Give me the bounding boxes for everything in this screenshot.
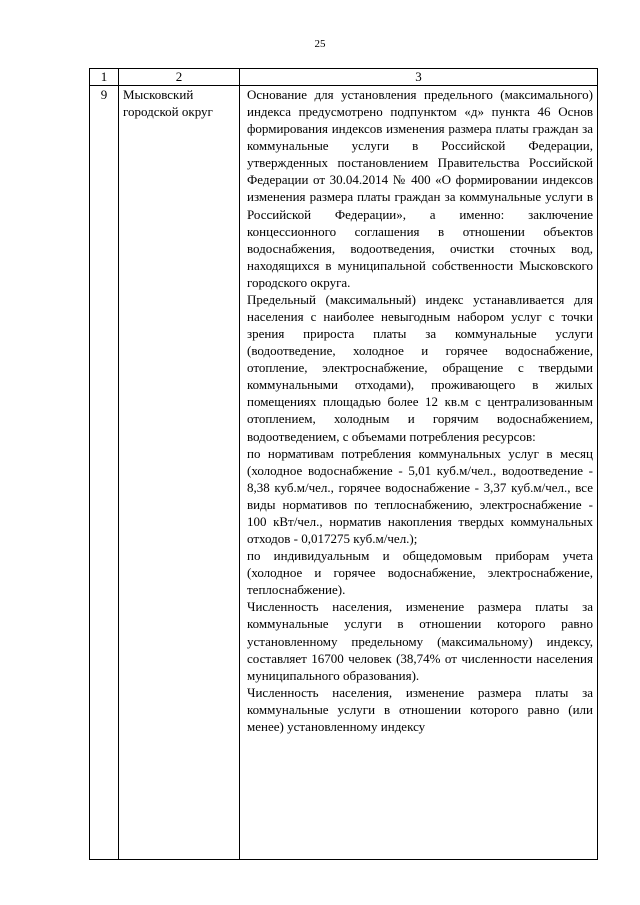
header-col-1: 1 bbox=[90, 69, 119, 86]
table-row bbox=[90, 86, 598, 860]
paragraph-meters: по индивидуальным и общедомовым приборам учета (холодное и горячее водоснабжение, электроснабжение, теплоснабжение). bbox=[247, 548, 593, 598]
page-number: 25 bbox=[314, 38, 326, 50]
table-header-row bbox=[90, 69, 598, 86]
paragraph-norms: по нормативам потребления коммунальных услуг в месяц (холодное водоснабжение - 5,01 куб.м/чел., водоотведение - 8,38 куб.м/чел., горячее водоснабжение - 3,37 куб.м/чел., все виды нормативов по теплоснабжению, электроснабжение - 100 кВт/чел., норматив накопления твердых коммунальных отходов - 0,017275 куб.м/чел.); bbox=[247, 445, 593, 547]
paragraph-population-set: Предельный (максимальный) индекс устанавливается для населения с наиболее невыгодным набором услуг с точки зрения прироста платы за коммунальные услуги (водоотведение, холодное и горячее водоснабжение, отопление, электроснабжение, обращение с твердыми коммунальными отходами), проживающего в жилых помещениях площадью более 12 кв.м с централизованным отоплением, холодным и горячим водоснабжением, водоотведением, с объемами потребления ресурсов: bbox=[247, 291, 593, 444]
district-name: Мысковский городской округ bbox=[119, 86, 240, 860]
index-table bbox=[89, 68, 598, 860]
paragraph-population-count: Численность населения, изменение размера платы за коммунальные услуги в отношении которого равно установленному предельному (максимальному) индексу, составляет 16700 человек (38,74% от численности населения муниципального образования). bbox=[247, 599, 593, 683]
paragraph-basis: Основание для установления предельного (максимального) индекса предусмотрено подпунктом «д» пункта 46 Основ формирования индексов изменения размера платы граждан за коммунальные услуги в Российской Федерации, утвержденных постановлением Правительства Российской Федерации от 30.04.2014 № 400 «О формировании индексов изменения размера платы граждан за коммунальные услуги в Российской Федерации», а именно: заключение концессионного соглашения в отношении объектов водоснабжения, водоотведения, очистки сточных вод, находящихся в муниципальной собственности Мысковского городского округа. bbox=[247, 87, 593, 290]
row-number: 9 bbox=[90, 86, 119, 860]
paragraph-population-less: Численность населения, изменение размера платы за коммунальные услуги в отношении которого равно (или менее) установленному индексу bbox=[247, 684, 593, 734]
header-col-3: 3 bbox=[240, 69, 598, 86]
header-col-2: 2 bbox=[119, 69, 240, 86]
description-cell bbox=[240, 86, 598, 860]
